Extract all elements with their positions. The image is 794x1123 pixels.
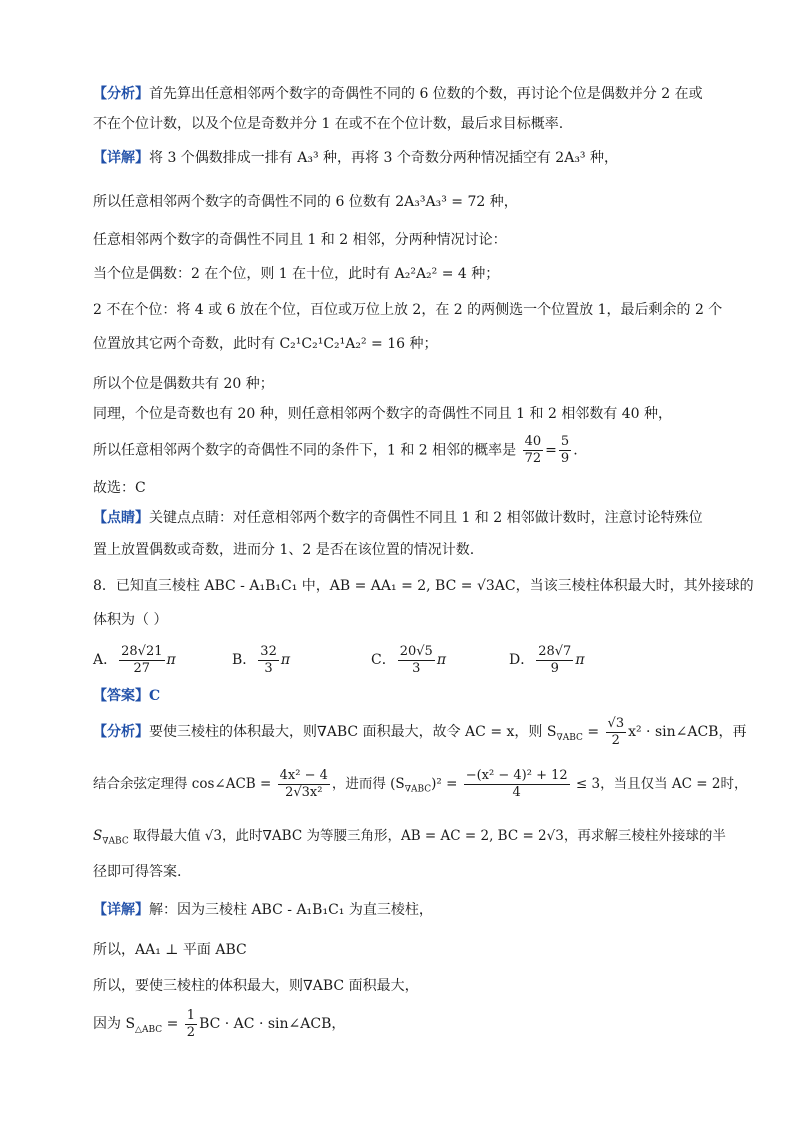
body-line-4: 2 不在个位：将 4 或 6 放在个位，百位或万位上放 2，在 2 的两侧选一个位置放 1，最后剩余的 2 个 xyxy=(93,302,723,318)
option-a-fraction xyxy=(119,644,164,677)
option-b-den: 3 xyxy=(264,660,273,676)
q8-analysis-3-sub: ∇ABC xyxy=(102,836,129,847)
analysis-text-1: 首先算出任意相邻两个数字的奇偶性不同的 6 位数的个数，再讨论个位是偶数并分 2 在或 xyxy=(149,86,703,102)
note-text-1: 关键点点睛：对任意相邻两个数字的奇偶性不同且 1 和 2 相邻做计数时，注意讨论特殊位 xyxy=(149,510,703,526)
q8-detail-line-3: 所以，要使三棱柱的体积最大，则∇ABC 面积最大， xyxy=(93,978,419,994)
q8-analysis-1c: x² · sin∠ACB，再 xyxy=(628,724,747,740)
body-line-1: 所以任意相邻两个数字的奇偶性不同的 6 位数有 2A₃³A₃³ = 72 种， xyxy=(93,194,518,210)
q8-analysis-3a: S xyxy=(93,828,103,844)
analysis-line-2: 不在个位计数，以及个位是奇数并分 1 在或不在个位计数，最后求目标概率. xyxy=(93,116,564,132)
q8-detail-text-1: 解：因为三棱柱 ABC - A₁B₁C₁ 为直三棱柱， xyxy=(149,902,433,918)
note-label: 【点睛】 xyxy=(93,510,149,526)
prob-num-2: 5 xyxy=(560,434,570,449)
option-c-num: 20√5 xyxy=(399,643,433,659)
q8-analysis-2-num-2: −(x² − 4)² + 12 xyxy=(465,768,568,783)
q8-analysis-2-fraction xyxy=(278,768,330,801)
option-c xyxy=(371,642,446,678)
q8-detail-4-den: 2 xyxy=(186,1024,196,1040)
q8-analysis-1a: 要使三棱柱的体积最大，则∇ABC 面积最大，故令 AC = x，则 S xyxy=(149,724,557,740)
q8-detail-4a: 因为 S xyxy=(93,1016,136,1032)
option-b-num: 32 xyxy=(260,643,277,659)
q8-analysis-1-sub: ∇ABC xyxy=(556,732,583,743)
prob-den-2: 9 xyxy=(560,451,570,466)
q8-analysis-2b: ，进而得 (S xyxy=(331,776,405,792)
q8-analysis-2-den-2: 4 xyxy=(512,785,521,800)
option-c-den: 3 xyxy=(412,660,421,676)
detail-text-1: 将 3 个偶数排成一排有 A₃³ 种，再将 3 个奇数分两种情况插空有 2A₃³ 种， xyxy=(149,150,618,166)
body-line-5: 位置放其它两个奇数，此时有 C₂¹C₂¹C₂¹A₂² = 16 种； xyxy=(93,336,438,352)
option-b-pi: π xyxy=(280,652,291,668)
q8-analysis-2a: 结合余弦定理得 cos∠ACB = xyxy=(93,776,276,792)
question-8-stem-2: 体积为（ ） xyxy=(93,612,168,628)
q8-detail-4-num: 1 xyxy=(186,1007,196,1023)
option-c-letter: C． xyxy=(371,652,396,668)
q8-analysis-line-2 xyxy=(93,764,747,810)
prob-den-1: 72 xyxy=(524,451,542,466)
option-a-den: 27 xyxy=(133,660,151,676)
body-line-7: 同理，个位是奇数也有 20 种，则任意相邻两个数字的奇偶性不同且 1 和 2 相邻数有 40 种， xyxy=(93,406,673,422)
probability-fraction-1 xyxy=(523,434,544,467)
q8-detail-4-sub: △ABC xyxy=(135,1024,163,1035)
q8-detail-4b: = xyxy=(162,1016,183,1032)
body-line-2: 任意相邻两个数字的奇偶性不同且 1 和 2 相邻，分两种情况讨论： xyxy=(93,232,507,248)
q8-analysis-2-fraction-2 xyxy=(464,768,570,801)
q8-detail-line-1 xyxy=(93,900,433,920)
choice-line: 故选：C xyxy=(93,480,146,496)
q8-analysis-line-1 xyxy=(93,714,746,756)
probability-text: 所以任意相邻两个数字的奇偶性不同的条件下，1 和 2 相邻的概率是 xyxy=(93,442,517,459)
probability-fraction-2 xyxy=(559,434,571,467)
option-a-num: 28√21 xyxy=(121,643,163,659)
option-b-letter: B． xyxy=(232,652,257,668)
note-line-1 xyxy=(93,508,703,528)
q8-analysis-1b: = xyxy=(582,724,604,740)
q8-analysis-label: 【分析】 xyxy=(93,724,149,740)
option-d-pi: π xyxy=(575,652,585,668)
answer-line xyxy=(93,686,160,706)
note-line-2: 置上放置偶数或奇数，进而分 1、2 是否在该位置的情况计数. xyxy=(93,542,475,558)
option-c-fraction xyxy=(398,644,435,677)
option-a-pi: π xyxy=(166,652,176,668)
q8-detail-line-2: 所以，AA₁ ⊥ 平面 ABC xyxy=(93,942,247,958)
q8-analysis-2-num: 4x² − 4 xyxy=(279,768,328,783)
q8-analysis-1-fraction xyxy=(606,716,627,749)
option-d xyxy=(509,642,585,678)
q8-analysis-2d: ≤ 3，当且仅当 AC = 2时， xyxy=(571,776,748,792)
option-d-fraction xyxy=(536,644,573,677)
body-line-6: 所以个位是偶数共有 20 种； xyxy=(93,376,274,392)
detail-line-1 xyxy=(93,148,618,168)
option-b-fraction xyxy=(258,644,279,677)
option-c-pi: π xyxy=(436,652,447,668)
q8-analysis-1-num: √3 xyxy=(607,715,625,731)
question-8-stem-1: 8．已知直三棱柱 ABC - A₁B₁C₁ 中，AB = AA₁ = 2, BC = √3AC，当该三棱柱体积最大时，其外接球的 xyxy=(93,578,754,594)
body-line-3: 当个位是偶数：2 在个位，则 1 在十位，此时有 A₂²A₂² = 4 种； xyxy=(93,266,500,282)
q8-analysis-2c: )² = xyxy=(431,776,462,792)
analysis-label: 【分析】 xyxy=(93,86,149,102)
q8-analysis-1-den: 2 xyxy=(611,732,620,748)
answer-value: C xyxy=(149,688,161,704)
prob-num-1: 40 xyxy=(524,434,542,449)
q8-analysis-line-4: 径即可得答案. xyxy=(93,864,182,880)
q8-analysis-line-3 xyxy=(93,826,726,852)
q8-detail-4c: BC · AC · sin∠ACB， xyxy=(199,1016,346,1032)
q8-analysis-2-sub: ∇ABC xyxy=(404,784,432,795)
option-d-letter: D． xyxy=(509,652,535,668)
q8-analysis-2-den: 2√3x² xyxy=(285,785,323,800)
q8-analysis-3b: 取得最大值 √3，此时∇ABC 为等腰三角形，AB = AC = 2, BC = 2√3，再求解三棱柱外接球的半 xyxy=(128,828,726,844)
answer-label: 【答案】 xyxy=(93,688,149,704)
option-d-den: 9 xyxy=(550,660,559,676)
option-a xyxy=(93,642,176,678)
analysis-line-1 xyxy=(93,84,703,104)
option-b xyxy=(232,642,290,678)
q8-detail-label: 【详解】 xyxy=(93,902,149,918)
probability-line: 所以任意相邻两个数字的奇偶性不同的条件下，1 和 2 相邻的概率是 $\frac{40}{72}$ = $\frac{5}{9}$ . xyxy=(93,434,578,466)
q8-detail-line-4 xyxy=(93,1006,345,1048)
q8-detail-4-fraction xyxy=(185,1008,197,1041)
option-d-num: 28√7 xyxy=(538,643,572,659)
option-a-letter: A． xyxy=(93,652,118,668)
detail-label: 【详解】 xyxy=(93,150,149,166)
